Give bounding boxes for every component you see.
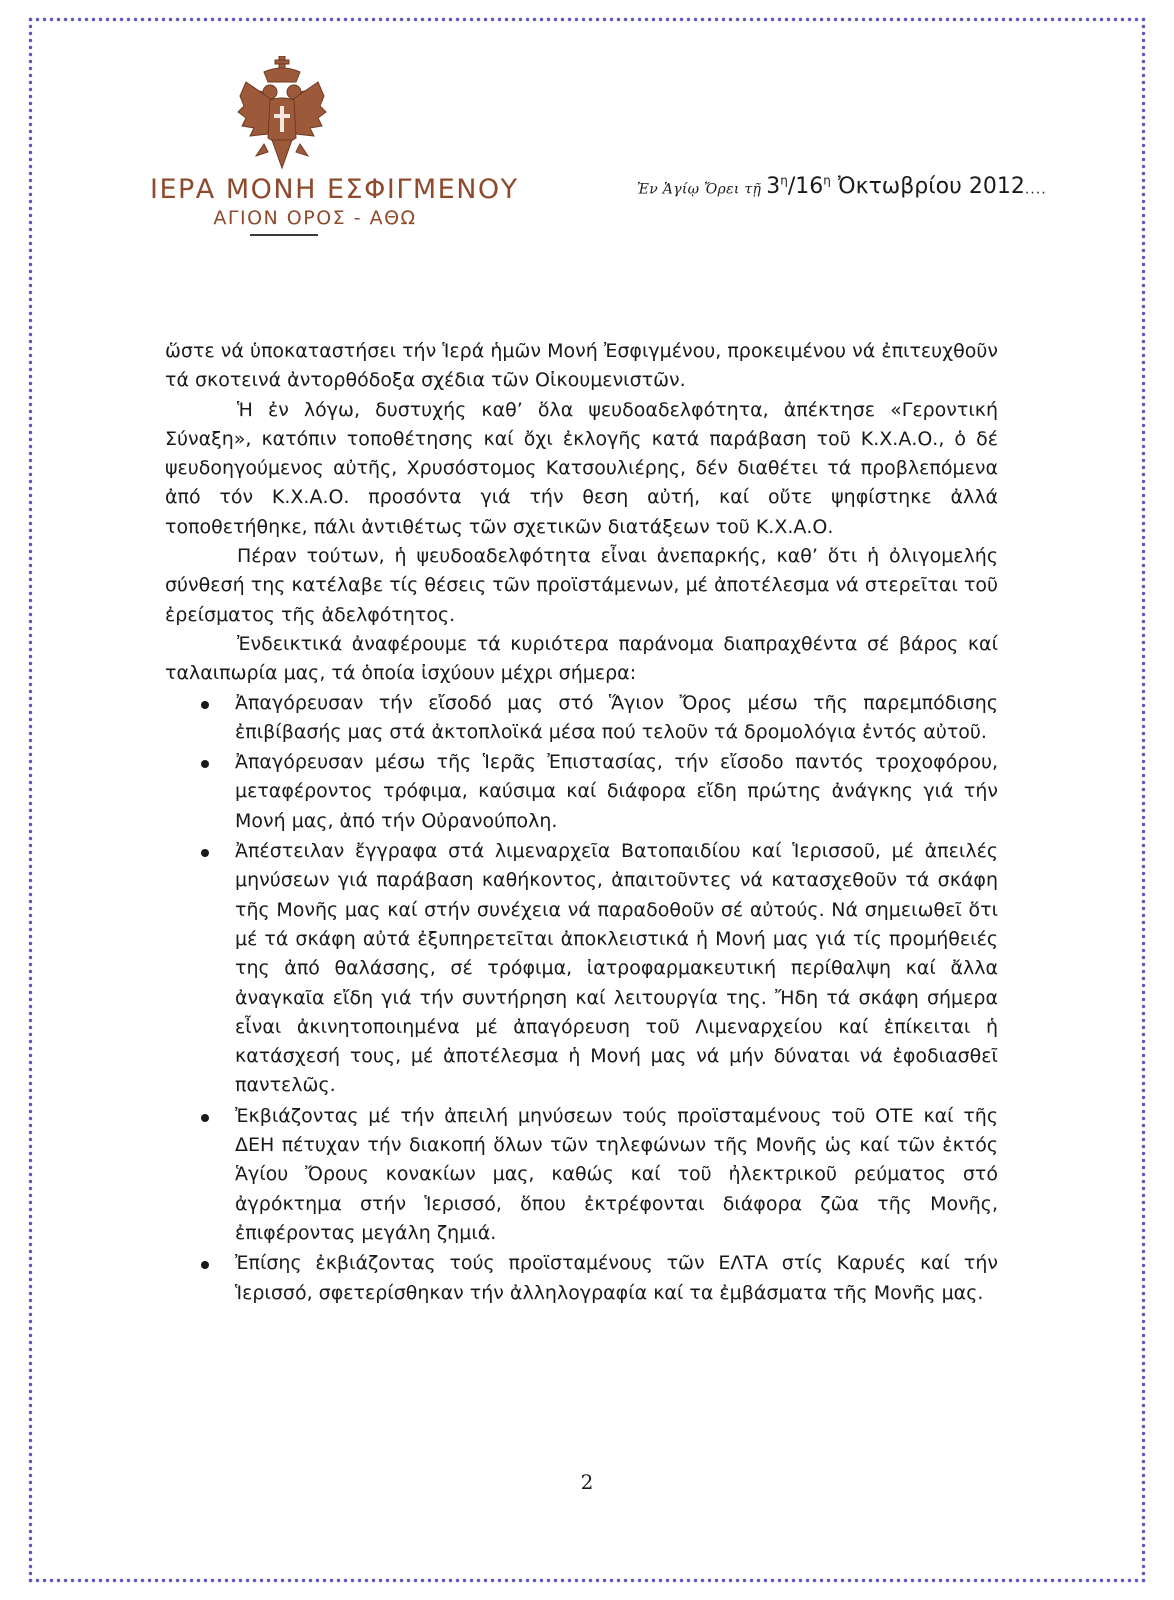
date <box>766 174 1025 199</box>
list-item <box>165 689 998 748</box>
paragraph: Πέραν τούτων, ἡ ψευδοαδελφότητα εἶναι ἀνεπαρκής, καθ’ ὅτι ἡ ὀλιγομελής σύνθεσή της κατέλαβε τίς θέσεις τῶν προϊστάμενων, μέ ἀποτέλεσμα νά στερεῖται τοῦ ἐρείσματος τῆς ἀδελφότητος. <box>165 545 998 626</box>
monastery-subtitle: ΑΓΙΟΝ ΟΡΟΣ - ΑΘΩ <box>213 207 417 229</box>
list-item-text: Ἀπαγόρευσαν τήν εἴσοδό μας στό Ἅγιον Ὄρος μέσω τῆς παρεμπόδισης ἐπιβίβασής μας στά ἀκτοπλοϊκά μέσα πού τελοῦν τά δρομολόγια ἐντός αὐτοῦ. <box>235 691 998 743</box>
bullet-icon <box>201 849 209 857</box>
violations-list <box>165 689 998 1308</box>
monastery-name: ΙΕΡΑ ΜΟΝΗ ΕΣΦΙΓΜΕΝΟΥ <box>150 174 519 205</box>
header-rule <box>250 234 318 236</box>
list-item-text: Ἀπαγόρευσαν μέσω τῆς Ἱερᾶς Ἐπιστασίας, τήν εἴσοδο παντός τροχοφόρου, μεταφέροντος τρόφιμα, καύσιμα καί διάφορα εἴδη πρώτης ἀνάγκης γιά τήν Μονή μας, ἀπό τήν Οὐρανούπολη. <box>235 751 998 832</box>
dateline <box>637 174 1057 199</box>
date-day2: 16 <box>795 174 824 200</box>
list-item <box>165 1249 998 1308</box>
letter-body <box>165 337 998 1309</box>
list-item-text: Ἐκβιάζοντας μέ τήν ἀπειλή μηνύσεων τούς προϊσταμένους τοῦ ΟΤΕ καί τῆς ΔΕΗ πέτυχαν τήν διακοπή ὅλων τῶν τηλεφώνων τῆς Μονῆς ὡς καί τῶν ἐκτός Ἁγίου Ὄρους κονακίων μας, καθώς καί τοῦ ἠλεκτρικοῦ ρεύματος στό ἀγρόκτημα στήν Ἱερισσό, ὅπου ἐκτρέφονται διάφορα ζῶα τῆς Μονῆς, ἐπιφέροντας μεγάλη ζημιά. <box>235 1104 998 1244</box>
date-day2-suffix: η <box>823 174 831 188</box>
bullet-icon <box>201 760 209 768</box>
paragraph: Ἡ ἐν λόγω, δυστυχής καθ’ ὅλα ψευδοαδελφότητα, ἀπέκτησε «Γεροντική Σύναξη», κατόπιν τοποθέτησης καί ὄχι ἐκλογῆς κατά παράβαση τοῦ Κ.Χ.Α.Ο., ὁ δέ ψευδοηγούμενος αὐτῆς, Χρυσόστομος Κατσουλιέρης, δέν διαθέτει τά προβλεπόμενα ἀπό τόν Κ.Χ.Α.Ο. προσόντα γιά τήν θεση αὐτή, καί οὔτε ψηφίστηκε ἀλλά τοποθετήθηκε, πάλι ἀντιθέτως τῶν σχετικῶν διατάξεων τοῦ Κ.Χ.Α.Ο. <box>165 398 998 538</box>
double-headed-eagle-icon <box>234 56 330 174</box>
date-month-year: Ὀκτωβρίου 2012 <box>837 174 1025 200</box>
bullet-icon <box>201 1261 209 1269</box>
list-item <box>165 748 998 836</box>
page-number: 2 <box>580 1470 594 1494</box>
bullet-icon <box>201 701 209 709</box>
date-separator: / <box>787 174 796 200</box>
date-day1: 3 <box>766 174 781 200</box>
list-item <box>165 1102 998 1248</box>
list-item-text: Ἐπίσης ἐκβιάζοντας τούς προϊσταμένους τῶν ΕΛΤΑ στίς Καρυές καί τήν Ἱερισσό, σφετερίσθηκαν τήν ἀλληλογραφία καί τα ἐμβάσματα τῆς Μονῆς μας. <box>235 1252 998 1304</box>
paragraph: Ἐνδεικτικά ἀναφέρουμε τά κυριότερα παράνομα διαπραχθέντα σέ βάρος καί ταλαιπωρία μας, τά ὁποία ἰσχύουν μέχρι σήμερα: <box>165 632 998 685</box>
dateline-prefix: Ἐν Ἁγίῳ Ὄρει τῇ <box>637 181 762 198</box>
bullet-icon <box>201 1114 209 1122</box>
list-item <box>165 837 998 1101</box>
list-item-text: Ἀπέστειλαν ἔγγραφα στά λιμεναρχεῖα Βατοπαιδίου καί Ἱερισσοῦ, μέ ἀπειλές μηνύσεων γιά παράβαση καθήκοντος, ἀπαιτοῦντες νά κατασχεθοῦν τά σκάφη τῆς Μονῆς μας καί στήν συνέχεια νά παραδοθοῦν σέ αὐτούς. Νά σημειωθεῖ ὅτι μέ τά σκάφη αὐτά ἐξυπηρετεῖται ἀποκλειστικά ἡ Μονή μας γιά τίς προμήθειές της ἀπό θαλάσσης, σέ τρόφιμα, ἰατροφαρμακευτική περίθαλψη καί ἄλλα ἀναγκαῖα εἴδη γιά τήν συντήρηση καί λειτουργία της. Ἤδη τά σκάφη σήμερα εἶναι ἀκινητοποιημένα μέ ἀπαγόρευση τοῦ Λιμεναρχείου καί ἐπίκειται ἡ κατάσχεσή τους, μέ ἀποτέλεσμα ἡ Μονή μας νά μήν δύναται νά ἐφοδιασθεῖ παντελῶς. <box>235 840 998 1097</box>
paragraph: ὥστε νά ὑποκαταστήσει τήν Ἱερά ἡμῶν Μονή Ἐσφιγμένου, προκειμένου νά ἐπιτευχθοῦν τά σκοτεινά ἀντορθόδοξα σχέδια τῶν Οἰκουμενιστῶν. <box>165 340 998 392</box>
dateline-dots: .... <box>1024 181 1047 198</box>
date-day1-suffix: η <box>780 174 788 188</box>
